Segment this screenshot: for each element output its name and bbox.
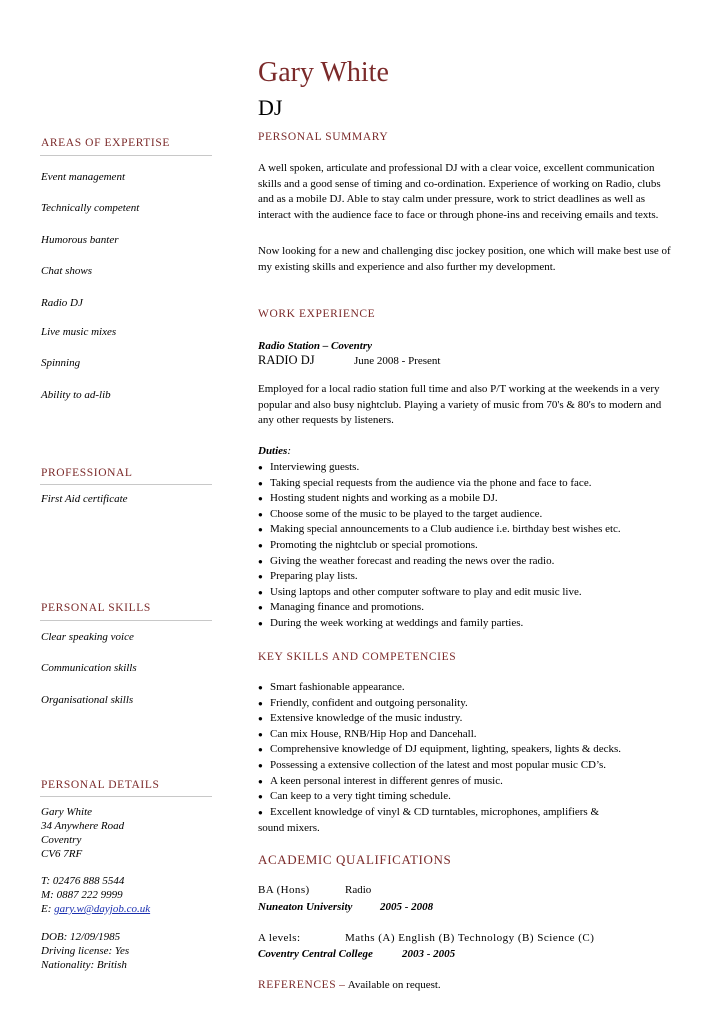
details-driving: Driving license: Yes [41, 945, 130, 957]
degree-label: BA (Hons) [258, 884, 310, 896]
expertise-item: Ability to ad-lib [41, 389, 111, 401]
key-skill-item: ● Friendly, confident and outgoing personality. [258, 696, 678, 712]
college-name: Coventry Central College [258, 948, 373, 960]
details-city: Coventry [41, 834, 82, 846]
duties-colon: : [287, 445, 292, 457]
references-heading: REFERENCES [258, 979, 337, 991]
key-skill-wrap: sound mixers. [258, 822, 320, 834]
details-telephone: T: 02476 888 5544 [41, 875, 125, 887]
expertise-heading: AREAS OF EXPERTISE [41, 137, 170, 149]
key-skill-item: ● Extensive knowledge of the music industry. [258, 711, 678, 727]
divider [40, 796, 212, 797]
college-row [258, 947, 678, 963]
duties-label: Duties [258, 445, 288, 457]
details-postcode: CV6 7RF [41, 848, 83, 860]
expertise-item: Radio DJ [41, 297, 83, 309]
key-skill-item: ● Can mix House, RNB/Hip Hop and Dancehall. [258, 727, 678, 743]
expertise-item: Event management [41, 171, 125, 183]
duty-item: ● Preparing play lists. [258, 569, 678, 585]
personal-summary-heading: PERSONAL SUMMARY [258, 131, 389, 143]
summary-paragraph-1: A well spoken, articulate and professional DJ with a clear voice, excellent communication skills and a good sense of timing and co-ordination. Experience of working on Radio, clubs and as a mobile DJ. Able to stay calm under pressure, work to strict deadlines as well as interact with the audience face to face or through phone-ins and receiving emails and texts. [258, 162, 661, 221]
key-skills-list [258, 680, 678, 820]
duty-item: ● Using laptops and other computer software to play and edit music live. [258, 585, 678, 601]
details-mobile: M: 0887 222 9999 [41, 889, 123, 901]
details-nationality: Nationality: British [41, 959, 127, 971]
job-title: DJ [258, 95, 283, 120]
duties-label-row [258, 444, 678, 460]
duty-item: ● Giving the weather forecast and reading the news over the radio. [258, 554, 678, 570]
professional-heading: PROFESSIONAL [41, 467, 133, 479]
degree-row [258, 883, 678, 899]
references-row [258, 978, 441, 992]
work-experience-heading: WORK EXPERIENCE [258, 308, 376, 320]
skill-item: Communication skills [41, 662, 137, 674]
university-row [258, 900, 678, 916]
details-name: Gary White [41, 806, 93, 818]
email-label: E: [41, 903, 52, 915]
key-skill-item: ● Excellent knowledge of vinyl & CD turntables, microphones, amplifiers & [258, 805, 678, 821]
role-line [258, 353, 441, 368]
skill-item: Clear speaking voice [41, 631, 134, 643]
college-dates: 2003 - 2005 [402, 948, 456, 960]
key-skill-item: ● Smart fashionable appearance. [258, 680, 678, 696]
expertise-item: Technically competent [41, 202, 140, 214]
professional-item: First Aid certificate [41, 493, 128, 505]
details-dob: DOB: 12/09/1985 [41, 931, 121, 943]
personal-skills-heading: PERSONAL SKILLS [41, 602, 151, 614]
expertise-item: Humorous banter [41, 234, 119, 246]
divider [40, 484, 212, 485]
references-text: Available on request. [347, 979, 441, 991]
key-skill-item: ● Can keep to a very tight timing schedule. [258, 789, 678, 805]
alevels-label: A levels: [258, 932, 301, 944]
summary-paragraph-2: Now looking for a new and challenging disc jockey position, one which will make best use of my existing skills and experience and also further my development. [258, 245, 671, 273]
degree-subject: Radio [345, 884, 372, 896]
expertise-item: Chat shows [41, 265, 93, 277]
work-description: Employed for a local radio station full time and also P/T working at the weekends in a very popular and also busy nightclub. Playing a variety of music from 70's & 80's to modern and any other requests by listeners. [258, 383, 662, 427]
university-name: Nuneaton University [258, 901, 353, 913]
key-skills-heading: KEY SKILLS AND COMPETENCIES [258, 651, 457, 663]
details-address: 34 Anywhere Road [41, 820, 125, 832]
candidate-name: Gary White [258, 57, 389, 88]
key-skill-item: ● Comprehensive knowledge of DJ equipment, lighting, speakers, lights & decks. [258, 742, 678, 758]
key-skill-item: ● Possessing a extensive collection of the latest and most popular music CD’s. [258, 758, 678, 774]
duty-item: ● Taking special requests from the audience via the phone and face to face. [258, 476, 678, 492]
academic-heading: ACADEMIC QUALIFICATIONS [258, 852, 452, 867]
divider [40, 155, 212, 156]
expertise-item: Live music mixes [41, 326, 117, 338]
employer: Radio Station – Coventry [258, 340, 372, 352]
skill-item: Organisational skills [41, 694, 134, 706]
duty-item: ● Choose some of the music to be played to the target audience. [258, 507, 678, 523]
divider [40, 620, 212, 621]
duty-item: ● Hosting student nights and working as a mobile DJ. [258, 491, 678, 507]
expertise-item: Spinning [41, 357, 81, 369]
duty-item: ● During the week working at weddings and family parties. [258, 616, 678, 632]
details-email-row [41, 903, 150, 917]
duty-item: ● Managing finance and promotions. [258, 600, 678, 616]
duties-list [258, 460, 678, 632]
key-skill-item: ● A keen personal interest in different genres of music. [258, 774, 678, 790]
duty-item: ● Making special announcements to a Club audience i.e. birthday best wishes etc. [258, 522, 678, 538]
alevels-row [258, 931, 678, 947]
alevels-subjects: Maths (A) English (B) Technology (B) Science (C) [345, 932, 595, 944]
university-dates: 2005 - 2008 [380, 901, 434, 913]
email-link[interactable]: gary.w@dayjob.co.uk [54, 903, 151, 915]
personal-details-heading: PERSONAL DETAILS [41, 779, 160, 791]
references-dash: – [336, 979, 348, 991]
role-dates: June 2008 - Present [354, 355, 441, 367]
role: RADIO DJ [258, 353, 315, 367]
duty-item: ● Promoting the nightclub or special promotions. [258, 538, 678, 554]
duty-item: ● Interviewing guests. [258, 460, 678, 476]
